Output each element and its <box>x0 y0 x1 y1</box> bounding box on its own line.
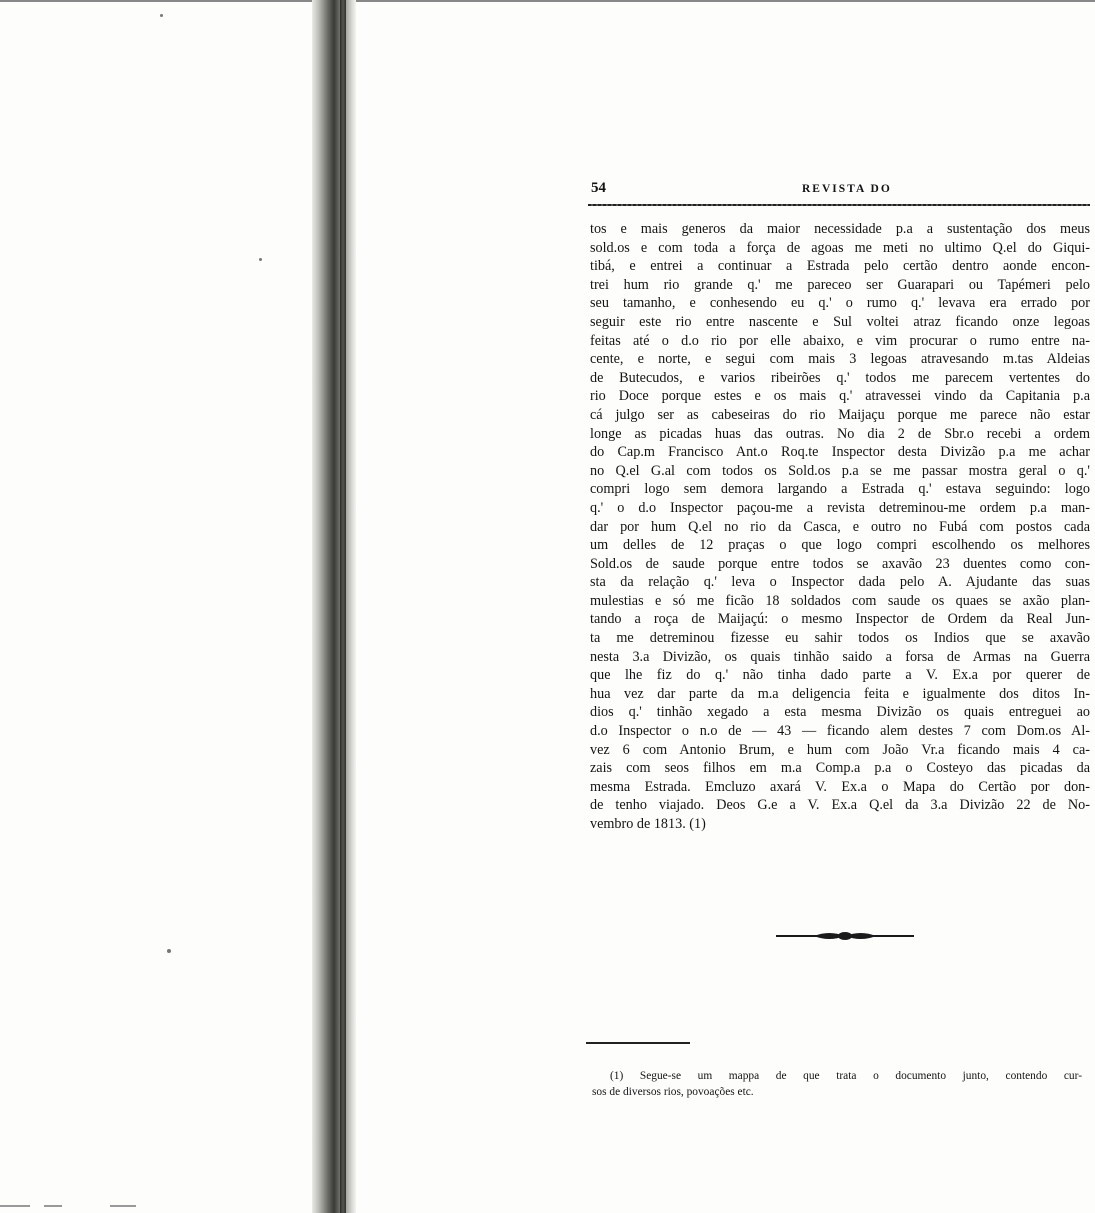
text-line: dar por hum Q.el no rio da Casca, e outro no Fubá com postos cada <box>590 518 1090 535</box>
text-line: no Q.el G.al com todos os Sold.os p.a se me passar mostra geral o q.' <box>590 462 1090 479</box>
text-line: rio Doce porque estes e os mais q.' atravessei vindo da Capitania p.a <box>590 388 1090 405</box>
text-line: tibá, e entrei a continuar a Estrada pelo certão dentro aonde encon- <box>590 258 1090 275</box>
page-number: 54 <box>591 180 606 196</box>
text-line: compri logo sem demora largando a Estrada q.' estava seguindo: logo <box>590 481 1090 498</box>
text-line: sta da relação q.' leva o Inspector dada pelo A. Ajudante das suas <box>590 574 1090 591</box>
text-line: seguir este rio entre nascente e Sul voltei atraz ficando onze legoas <box>590 313 1090 330</box>
text-line: mesma Estrada. Emcluzo axará V. Ex.a o Mapa do Certão por don- <box>590 778 1090 795</box>
text-line: que lhe fiz do q.' não tinha dado parte a V. Ex.a por querer de <box>590 667 1090 684</box>
scan-speck <box>160 14 163 17</box>
text-line: cente, e norte, e segui com mais 3 legoas atravesando m.tas Aldeias <box>590 351 1090 368</box>
text-line: nesta 3.a Divizão, os quais tinhão saido a forsa de Armas na Guerra <box>590 648 1090 665</box>
scan-bottom-marks <box>0 1205 200 1207</box>
text-line: feitas até o d.o rio por elle abaixo, e vim procurar o rumo entre na- <box>590 332 1090 349</box>
footnote-line: sos de diversos rios, povoações etc. <box>592 1086 754 1098</box>
section-end-ornament-icon <box>774 928 916 944</box>
text-line: de tenho viajado. Deos G.e a V. Ex.a Q.el da 3.a Divizão 22 de No- <box>590 797 1090 814</box>
scan-speck <box>259 258 262 261</box>
text-line: seu tamanho, e conhesendo eu q.' o rumo q.' levava era errado por <box>590 295 1090 312</box>
text-line: vembro de 1813. (1) <box>590 816 706 832</box>
footnote <box>592 1068 1082 1100</box>
text-line: vez 6 com Antonio Brum, e hum com João Vr.a ficando mais 4 ca- <box>590 741 1090 758</box>
text-line: ta me detreminou fizesse eu sahir todos os Indios que se axavão <box>590 630 1090 647</box>
text-line: um delles de 12 praças o que logo compri escolhendo os melhores <box>590 537 1090 554</box>
text-line: mulestias e só me ficão 18 soldados com saude os quaes se axão plan- <box>590 592 1090 609</box>
scan-top-edge <box>0 0 1095 2</box>
text-line: longe as picadas huas das outras. No dia 2 de Sbr.o recebi a ordem <box>590 425 1090 442</box>
text-line: trei hum rio grande q.' me pareceo ser Guarapari ou Tapémeri pelo <box>590 276 1090 293</box>
text-line: dios q.' tinhão xegado a esta mesma Divizão os quais entreguei ao <box>590 704 1090 721</box>
text-line: tando a roça de Maijaçú: o mesmo Inspector de Ordem da Real Jun- <box>590 611 1090 628</box>
body-text <box>590 220 1090 834</box>
text-line: zais com seos filhos em m.a Comp.a p.a o Costeyo das picadas da <box>590 760 1090 777</box>
text-line: d.o Inspector o n.o de — 43 — ficando alem destes 7 com Dom.os Al- <box>590 723 1090 740</box>
footnote-line: (1) Segue-se um mappa de que trata o documento junto, contendo cur- <box>610 1070 1082 1082</box>
text-line: tos e mais generos da maior necessidade p.a a sustentação dos meus <box>590 221 1090 237</box>
text-line: cá julgo ser as cabeseiras do rio Maijaçu porque me parece não estar <box>590 406 1090 423</box>
text-line: sold.os e com toda a força de agoas me meti no ultimo Q.el do Giqui- <box>590 239 1090 256</box>
running-head: REVISTA DO <box>802 183 892 195</box>
book-gutter-shadow <box>312 0 356 1213</box>
text-line: de Butecudos, e varios ribeirões q.' todos me parecem vertentes do <box>590 369 1090 386</box>
text-line: do Cap.m Francisco Ant.o Roq.te Inspector desta Divizão p.a me achar <box>590 444 1090 461</box>
book-binding-line <box>340 0 346 1213</box>
scan-speck <box>167 949 171 953</box>
text-line: Sold.os de saude porque entre todos se axavão 23 duentes como con- <box>590 555 1090 572</box>
page-header <box>588 180 1090 206</box>
header-rule <box>588 204 1090 206</box>
text-line: hua vez dar parte da m.a deligencia feita e igualmente dos ditos In- <box>590 685 1090 702</box>
text-line: q.' o d.o Inspector paçou-me a revista detreminou-me ordem p.a man- <box>590 499 1090 516</box>
footnote-rule <box>586 1042 690 1044</box>
